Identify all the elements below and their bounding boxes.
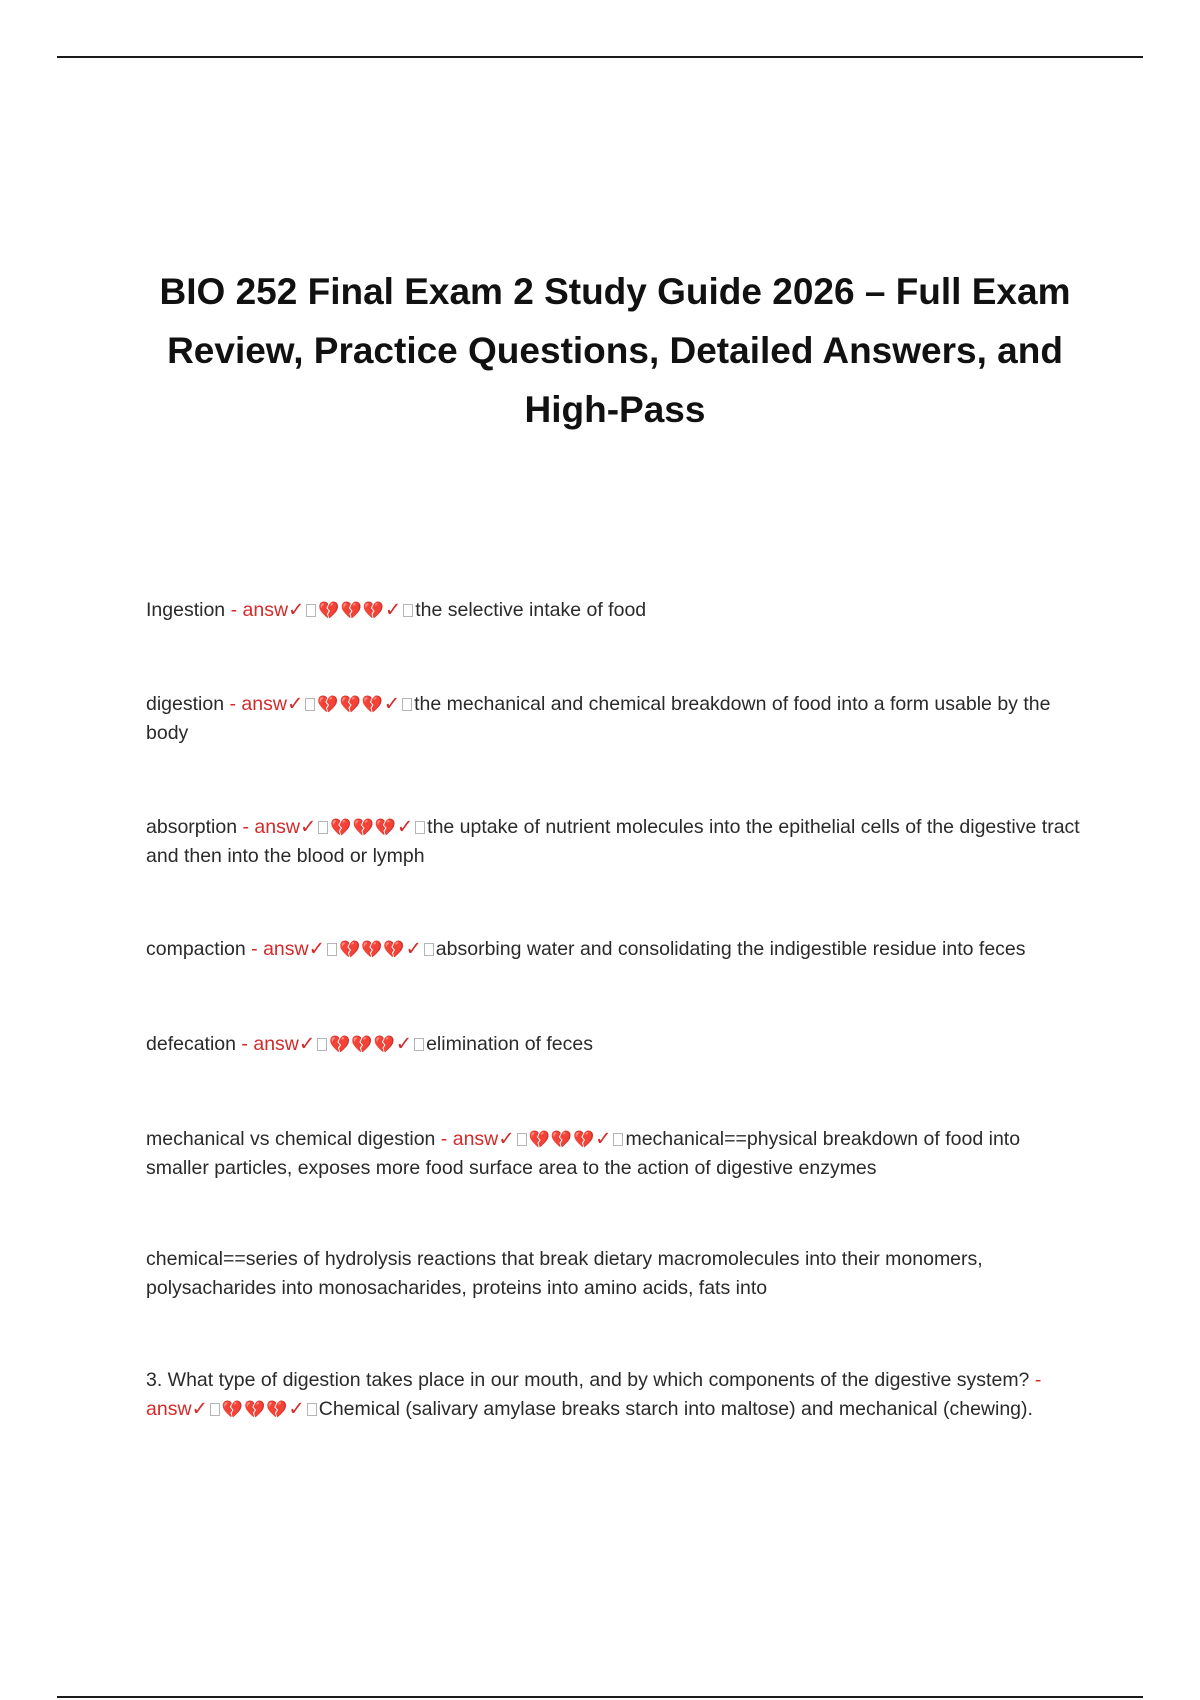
check-icon: ✓ xyxy=(298,1033,316,1055)
check-icon: ✓ xyxy=(288,599,305,621)
broken-heart-icons: 💔💔💔 xyxy=(318,601,385,620)
entry-answer: Chemical (salivary amylase breaks starch into maltose) and mechanical (chewing). xyxy=(318,1398,1033,1420)
missing-glyph-icon xyxy=(210,1403,220,1416)
check-icon: ✓ xyxy=(498,1128,515,1150)
entry-answer: elimination of feces xyxy=(426,1033,593,1055)
check-icon: ✓ xyxy=(308,938,325,960)
answer-marker: answ xyxy=(241,693,287,715)
missing-glyph-icon xyxy=(327,943,337,956)
entry-term: defecation xyxy=(146,1033,236,1055)
check-icon: ✓ xyxy=(191,1398,208,1420)
missing-glyph-icon xyxy=(403,604,413,617)
answer-marker: answ xyxy=(263,938,309,960)
answer-marker: answ xyxy=(146,1398,192,1420)
answer-separator: - xyxy=(236,1033,254,1055)
check-icon: ✓ xyxy=(383,693,401,715)
entry-term: mechanical vs chemical digestion xyxy=(146,1128,436,1150)
answer-separator: - xyxy=(225,599,243,621)
broken-heart-icons: 💔💔💔 xyxy=(330,818,397,837)
broken-heart-icons: 💔💔💔 xyxy=(329,1035,396,1054)
missing-glyph-icon xyxy=(317,1038,327,1051)
check-icon: ✓ xyxy=(384,599,402,621)
document-title: BIO 252 Final Exam 2 Study Guide 2026 – Full Exam Review, Practice Questions, Detailed Answers, and High-Pass xyxy=(159,271,1071,430)
entry-term: 3. What type of digestion takes place in our mouth, and by which components of the digestive system? xyxy=(146,1369,1030,1391)
broken-heart-icons: 💔💔💔 xyxy=(221,1400,289,1419)
missing-glyph-icon xyxy=(305,698,315,711)
answer-separator: - xyxy=(224,693,242,715)
answer-marker: answ xyxy=(254,816,300,838)
check-icon: ✓ xyxy=(595,1128,612,1150)
missing-glyph-icon xyxy=(307,1403,317,1416)
check-icon: ✓ xyxy=(405,938,422,960)
missing-glyph-icon xyxy=(318,821,328,834)
study-entry xyxy=(146,596,1086,625)
answer-separator: - xyxy=(245,938,264,960)
answer-separator: - xyxy=(1029,1369,1042,1391)
answer-separator: - xyxy=(435,1128,453,1150)
broken-heart-icons: 💔💔💔 xyxy=(528,1130,596,1149)
study-entry xyxy=(146,813,1086,871)
broken-heart-icons: 💔💔💔 xyxy=(317,695,384,714)
entry-answer: the selective intake of food xyxy=(415,599,647,621)
entry-term: Ingestion xyxy=(146,599,226,621)
answer-marker: answ xyxy=(242,599,289,621)
entry-term: absorption xyxy=(146,816,238,838)
study-entry xyxy=(146,935,1106,964)
missing-glyph-icon xyxy=(402,698,412,711)
missing-glyph-icon xyxy=(306,604,316,617)
top-rule xyxy=(57,56,1143,58)
check-icon: ✓ xyxy=(286,693,304,715)
entry-answer: the uptake of nutrient molecules into the epithelial cells of the digestive tract and then into the blood or lymph xyxy=(146,816,1080,867)
entry-term: digestion xyxy=(146,693,225,715)
study-entry xyxy=(146,1125,1086,1183)
study-entry xyxy=(146,1030,1086,1059)
check-icon: ✓ xyxy=(395,1033,413,1055)
missing-glyph-icon xyxy=(415,821,425,834)
check-icon: ✓ xyxy=(396,816,414,838)
check-icon: ✓ xyxy=(299,816,317,838)
check-icon: ✓ xyxy=(288,1398,305,1420)
entry-answer: the mechanical and chemical breakdown of food into a form usable by the body xyxy=(146,693,1051,744)
missing-glyph-icon xyxy=(414,1038,424,1051)
study-entry-continuation xyxy=(146,1245,1086,1303)
entry-term: compaction xyxy=(146,938,246,960)
entry-answer: chemical==series of hydrolysis reactions that break dietary macromolecules into their monomers, polysacharides into monosacharides, proteins into amino acids, fats into xyxy=(146,1248,983,1299)
broken-heart-icons: 💔💔💔 xyxy=(338,940,406,959)
entry-answer: absorbing water and consolidating the indigestible residue into feces xyxy=(435,938,1026,960)
study-entry xyxy=(146,690,1086,748)
answer-marker: answ xyxy=(253,1033,299,1055)
missing-glyph-icon xyxy=(517,1133,527,1146)
missing-glyph-icon xyxy=(613,1133,623,1146)
entry-answer: mechanical==physical breakdown of food into smaller particles, exposes more food surface area to the action of digestive enzymes xyxy=(146,1128,1021,1179)
answer-marker: answ xyxy=(452,1128,499,1150)
missing-glyph-icon xyxy=(424,943,434,956)
study-entry xyxy=(146,1366,1086,1424)
answer-separator: - xyxy=(237,816,255,838)
bottom-rule xyxy=(57,1696,1143,1698)
